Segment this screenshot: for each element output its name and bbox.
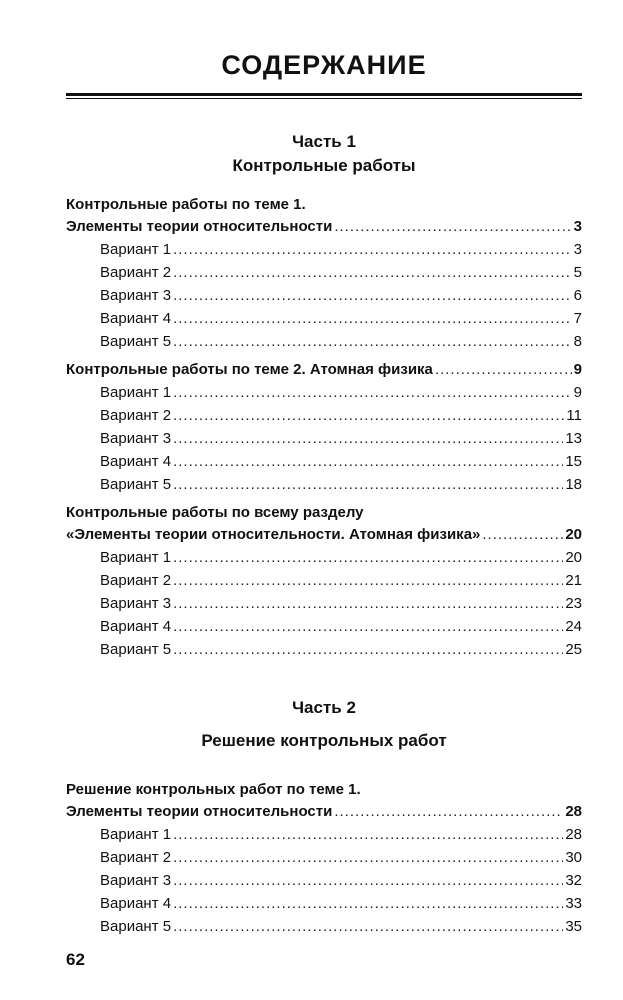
entry-label: «Элементы теории относительности. Атомная физика»	[66, 526, 481, 543]
variant-page: 21	[565, 572, 582, 589]
variant-label: Вариант 3	[100, 872, 172, 889]
leader-dots	[173, 569, 563, 592]
part2-name: Решение контрольных работ	[201, 731, 447, 750]
variant-page: 23	[565, 595, 582, 612]
p1-section1-heading: Контрольные работы по теме 1.	[66, 196, 306, 213]
variant-label: Вариант 2	[100, 264, 172, 281]
entry-page: 3	[573, 218, 582, 235]
variant-page: 30	[565, 849, 582, 866]
entry-label: Элементы теории относительности	[66, 803, 333, 820]
p1-section1-entry[interactable]	[66, 215, 582, 238]
variant-page: 33	[565, 895, 582, 912]
leader-dots	[173, 284, 572, 307]
leader-dots	[173, 592, 563, 615]
variant-label: Вариант 2	[100, 407, 172, 424]
p2-section1-entry[interactable]	[66, 800, 582, 823]
variant-page: 28	[565, 826, 582, 843]
variant-page: 5	[573, 264, 582, 281]
leader-dots	[334, 215, 571, 238]
entry-label: Контрольные работы по теме 2. Атомная физика	[66, 361, 433, 378]
part2-number: Часть 2	[292, 698, 356, 717]
toc-variant-row[interactable]	[66, 546, 582, 569]
variant-page: 25	[565, 641, 582, 658]
p1-section3-entry[interactable]	[66, 523, 582, 546]
variant-label: Вариант 3	[100, 287, 172, 304]
leader-dots	[173, 615, 563, 638]
toc-variant-row[interactable]	[66, 473, 582, 496]
toc-variant-row[interactable]	[66, 427, 582, 450]
entry-label: Элементы теории относительности	[66, 218, 333, 235]
variant-page: 13	[565, 430, 582, 447]
part1-name: Контрольные работы	[232, 156, 416, 175]
leader-dots	[173, 427, 563, 450]
toc-variant-row[interactable]	[66, 569, 582, 592]
leader-dots	[173, 473, 563, 496]
part1-number: Часть 1	[292, 132, 356, 151]
p1-section3-heading: Контрольные работы по всему разделу	[66, 504, 364, 521]
toc-variant-row[interactable]	[66, 450, 582, 473]
p1-section2-entry[interactable]	[66, 358, 582, 381]
leader-dots	[173, 915, 563, 938]
variant-page: 35	[565, 918, 582, 935]
leader-dots	[173, 238, 572, 261]
entry-page: 9	[573, 361, 582, 378]
variant-page: 24	[565, 618, 582, 635]
variant-label: Вариант 5	[100, 333, 172, 350]
variant-page: 18	[565, 476, 582, 493]
toc-variant-row[interactable]	[66, 330, 582, 353]
title-rule-thin	[66, 98, 582, 99]
toc-variant-row[interactable]	[66, 261, 582, 284]
leader-dots	[173, 638, 563, 661]
variant-label: Вариант 5	[100, 641, 172, 658]
leader-dots	[173, 450, 563, 473]
toc-variant-row[interactable]	[66, 381, 582, 404]
toc-variant-row[interactable]	[66, 284, 582, 307]
leader-dots	[435, 358, 572, 381]
variant-page: 15	[565, 453, 582, 470]
leader-dots	[173, 546, 563, 569]
variant-page: 6	[573, 287, 582, 304]
title-rule-thick	[66, 93, 582, 96]
variant-label: Вариант 5	[100, 476, 172, 493]
toc-variant-row[interactable]	[66, 404, 582, 427]
entry-page: 20	[565, 526, 582, 543]
variant-page: 20	[565, 549, 582, 566]
toc-variant-row[interactable]	[66, 238, 582, 261]
variant-label: Вариант 1	[100, 549, 172, 566]
variant-label: Вариант 3	[100, 430, 172, 447]
toc-variant-row[interactable]	[66, 846, 582, 869]
variant-label: Вариант 3	[100, 595, 172, 612]
variant-label: Вариант 4	[100, 895, 172, 912]
leader-dots	[173, 261, 572, 284]
leader-dots	[173, 823, 563, 846]
variant-label: Вариант 1	[100, 826, 172, 843]
variant-label: Вариант 4	[100, 453, 172, 470]
variant-page: 8	[573, 333, 582, 350]
variant-page: 7	[573, 310, 582, 327]
variant-label: Вариант 1	[100, 384, 172, 401]
variant-label: Вариант 4	[100, 618, 172, 635]
variant-page: 11	[566, 407, 582, 424]
toc-variant-row[interactable]	[66, 615, 582, 638]
variant-label: Вариант 4	[100, 310, 172, 327]
toc-variant-row[interactable]	[66, 823, 582, 846]
page-number: 62	[66, 950, 85, 969]
leader-dots	[173, 892, 563, 915]
leader-dots	[334, 800, 563, 823]
variant-label: Вариант 5	[100, 918, 172, 935]
variant-label: Вариант 1	[100, 241, 172, 258]
leader-dots	[173, 330, 572, 353]
toc-variant-row[interactable]	[66, 915, 582, 938]
page-title: СОДЕРЖАНИЕ	[221, 50, 427, 80]
leader-dots	[173, 846, 563, 869]
toc-variant-row[interactable]	[66, 892, 582, 915]
variant-page: 32	[565, 872, 582, 889]
toc-variant-row[interactable]	[66, 592, 582, 615]
toc-variant-row[interactable]	[66, 638, 582, 661]
leader-dots	[173, 381, 572, 404]
toc-variant-row[interactable]	[66, 869, 582, 892]
leader-dots	[173, 404, 564, 427]
toc-page	[66, 0, 582, 1000]
variant-page: 9	[573, 384, 582, 401]
leader-dots	[482, 523, 563, 546]
p2-section1-heading: Решение контрольных работ по теме 1.	[66, 781, 361, 798]
variant-label: Вариант 2	[100, 572, 172, 589]
leader-dots	[173, 869, 563, 892]
variant-page: 3	[573, 241, 582, 258]
toc-variant-row[interactable]	[66, 307, 582, 330]
variant-label: Вариант 2	[100, 849, 172, 866]
leader-dots	[173, 307, 572, 330]
entry-page: 28	[565, 803, 582, 820]
